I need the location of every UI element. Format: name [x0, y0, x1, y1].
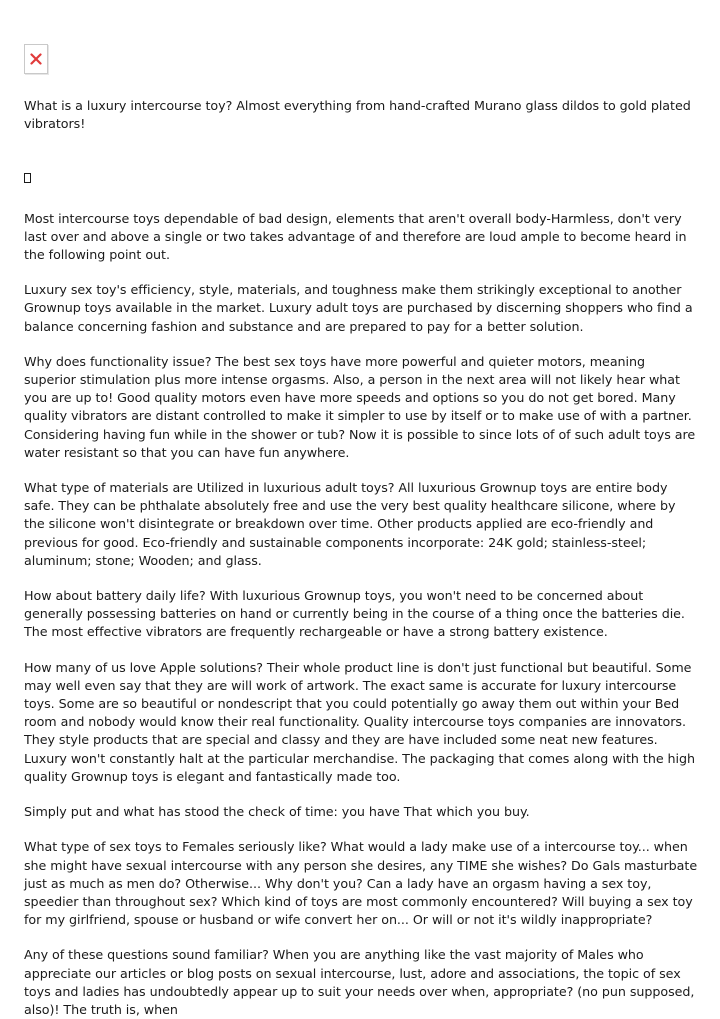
paragraph: How many of us love Apple solutions? Their whole product line is don't just functional but beautiful. Some may well even say that they are will work of artwork. The exact same is accurate for luxury intercourse toys. Some are so beautiful or nondescript that you could potentially go away them out within your Bed room and nobody would know their real functionality. Quality intercourse toys companies are innovators. They style products that are special and classy and they are have included some neat new features. Luxury won't constantly halt at the particular merchandise. The packaging that comes along with the high quality Grownup toys is elegant and fantastically made too. — [24, 659, 696, 784]
article-body — [24, 97, 698, 1019]
paragraph: Why does functionality issue? The best sex toys have more powerful and quieter motors, meaning superior stimulation plus more intense orgasms. Also, a person in the next area will not likely hear what you are up to! Good quality motors even have more speeds and options so you do not get bored. Many quality vibrators are distant controlled to make it simpler to use by itself or to make use of with a partner. Considering having fun while in the shower or tub? Now it is possible to since lots of of such adult toys are water resistant so that you can have fun anywhere. — [24, 353, 696, 460]
missing-glyph-icon — [24, 173, 31, 183]
paragraph: What type of materials are Utilized in luxurious adult toys? All luxurious Grownup toys are entire body safe. They can be phthalate absolutely free and use the very best quality healthcare silicone, where by the silicone won't disintegrate or breakdown over time. Other products applied are eco-friendly and previous for good. Eco-friendly and sustainable components incorporate: 24K gold; stainless-steel; aluminum; stone; Wooden; and glass. — [24, 480, 676, 568]
paragraph: What type of sex toys to Females seriously like? What would a lady make use of a intercourse toy... when she might have sexual intercourse with any person she desires, any TIME she wishes? Do Gals masturbate just as much as men do? Otherwise... Why don't you? Can a lady have an orgasm having a sex toy, speedier than throughout sex? Which kind of toys are most commonly encountered? Will buying a sex toy for my girlfriend, spouse or husband or wife convert her on... Or will or not it's wildly inappropriate? — [24, 839, 698, 928]
paragraph: Luxury sex toy's efficiency, style, materials, and toughness make them strikingly exceptional to another Grownup toys available in the market. Luxury adult toys are purchased by discerning shoppers who find a balance concerning fashion and substance and are prepared to pay for a better solution. — [24, 282, 693, 334]
missing-glyph-line — [24, 169, 698, 187]
paragraph: Any of these questions sound familiar? When you are anything like the vast majority of Males who appreciate our articles or blog posts on sexual intercourse, lust, adore and associations, the topic of sex toys and ladies has undoubtedly appear up to suit your needs over when, appropriate? (no pun supposed, also)! The truth is, when — [24, 947, 695, 1017]
close-x-icon — [30, 53, 42, 65]
paragraph: How about battery daily life? With luxurious Grownup toys, you won't need to be concerned about generally possessing batteries on hand or currently being in the course of a thing once the batteries die. The most effective vibrators are frequently rechargeable or have a strong battery existence. — [24, 588, 685, 640]
paragraph: Most intercourse toys dependable of bad design, elements that aren't overall body-Harmless, don't very last over and above a single or two takes advantage of and therefore are loud ample to become heard in the following point out. — [24, 210, 687, 263]
paragraph: Simply put and what has stood the check of time: you have That which you buy. — [24, 804, 530, 820]
broken-image-icon — [24, 44, 48, 74]
paragraph: What is a luxury intercourse toy? Almost everything from hand-crafted Murano glass dildos to gold plated vibrators! — [24, 98, 691, 132]
